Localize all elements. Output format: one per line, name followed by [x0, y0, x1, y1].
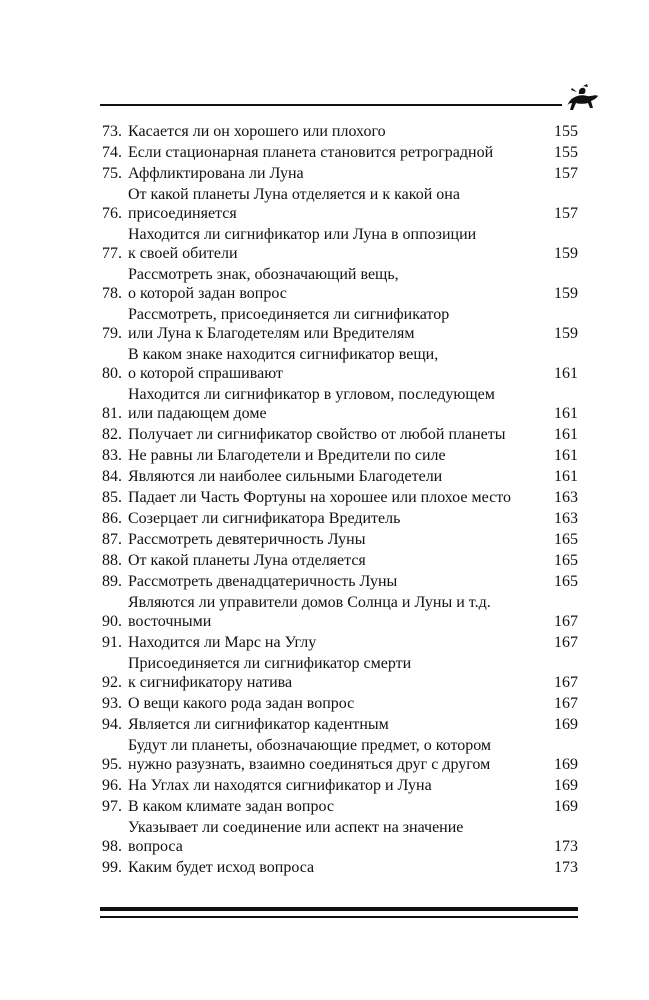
toc-entry-number: 95. [102, 756, 122, 773]
footer-rule-thin [100, 916, 578, 918]
toc-entry-number: 94. [102, 716, 122, 733]
toc-entry [102, 185, 578, 223]
toc-entry-title [128, 122, 544, 141]
toc-entry-number: 91. [102, 634, 122, 651]
rider-emblem-icon [563, 82, 603, 118]
toc-entry-page: 169 [554, 777, 578, 794]
toc-entry-title [128, 818, 544, 856]
toc-entry-number: 83. [102, 447, 122, 464]
toc-entry-page: 173 [554, 838, 578, 855]
toc-entry-page: 167 [554, 613, 578, 630]
toc-entry [102, 488, 578, 507]
toc-entry-line: Находится ли сигнификатор или Луна в оппозиции [128, 226, 477, 243]
toc-entry-title [128, 488, 544, 507]
toc-entry-page: 161 [554, 365, 578, 382]
toc-entry-title [128, 385, 544, 423]
toc-entry-page: 159 [554, 245, 578, 262]
toc-entry-page: 155 [554, 144, 578, 161]
toc-entry-number: 77. [102, 245, 122, 262]
toc-entry-page: 155 [554, 123, 578, 140]
toc-entry-line: Является ли сигнификатор кадентным [128, 716, 389, 733]
toc-entry-line: Находится ли Марс на Углу [128, 634, 317, 651]
toc-entry-page: 173 [554, 859, 578, 876]
toc-entry [102, 467, 578, 486]
toc-entry-number: 97. [102, 798, 122, 815]
toc-entry-number: 81. [102, 405, 122, 422]
toc-entry-number: 99. [102, 859, 122, 876]
toc-entry-line: к своей обители [128, 245, 238, 262]
toc-entry-title [128, 509, 544, 528]
toc-entry-number: 84. [102, 468, 122, 485]
toc-entry-title [128, 446, 544, 465]
toc-entry [102, 551, 578, 570]
toc-entry [102, 446, 578, 465]
toc-entry [102, 143, 578, 162]
toc-entry-line: Рассмотреть девятеричность Луны [128, 531, 366, 548]
toc-entry-line: На Углах ли находятся сигнификатор и Луна [128, 777, 432, 794]
toc-entry-line: Рассмотреть знак, обозначающий вещь, [128, 266, 399, 283]
toc-entry-page: 163 [554, 510, 578, 527]
toc-entry-title [128, 345, 544, 383]
toc-entry-page: 161 [554, 447, 578, 464]
toc-entry-number: 82. [102, 426, 122, 443]
toc-entry-line: Являются ли управители домов Солнца и Луны и т.д. [128, 594, 491, 611]
table-of-contents [102, 122, 578, 879]
toc-entry [102, 305, 578, 343]
toc-entry-title [128, 530, 544, 549]
toc-entry-page: 167 [554, 634, 578, 651]
toc-entry [102, 633, 578, 652]
toc-entry-line: Аффликтирована ли Луна [128, 165, 304, 182]
toc-entry [102, 164, 578, 183]
toc-entry-page: 165 [554, 531, 578, 548]
toc-entry-line: о которой спрашивают [128, 365, 283, 382]
toc-entry [102, 736, 578, 774]
toc-entry-title [128, 164, 544, 183]
toc-entry [102, 694, 578, 713]
toc-entry-title [128, 143, 544, 162]
toc-entry-title [128, 694, 544, 713]
toc-entry-page: 167 [554, 674, 578, 691]
toc-entry-line: восточными [128, 613, 212, 630]
toc-entry [102, 572, 578, 591]
toc-entry-title [128, 572, 544, 591]
toc-entry-line: Рассмотреть, присоединяется ли сигнификатор [128, 306, 450, 323]
footer-rule-thick [100, 907, 578, 911]
toc-entry-title [128, 551, 544, 570]
toc-entry-line: От какой планеты Луна отделяется и к какой она [128, 186, 460, 203]
toc-entry-number: 88. [102, 552, 122, 569]
toc-entry-title [128, 305, 544, 343]
toc-entry-line: Получает ли сигнификатор свойство от любой планеты [128, 426, 506, 443]
toc-entry-line: Являются ли наиболее сильными Благодетели [128, 468, 443, 485]
toc-entry-page: 165 [554, 573, 578, 590]
toc-entry-title [128, 185, 544, 223]
toc-entry-title [128, 858, 544, 877]
toc-entry-title [128, 265, 544, 303]
header-rule [100, 104, 562, 106]
toc-entry-line: Каким будет исход вопроса [128, 859, 315, 876]
toc-entry-number: 90. [102, 613, 122, 630]
toc-entry-number: 92. [102, 674, 122, 691]
toc-entry-number: 78. [102, 285, 122, 302]
toc-entry-number: 75. [102, 165, 122, 182]
toc-entry-line: В каком климате задан вопрос [128, 798, 334, 815]
toc-entry-line: нужно разузнать, взаимно соединяться друг с другом [128, 756, 491, 773]
toc-entry [102, 858, 578, 877]
toc-entry-page: 165 [554, 552, 578, 569]
toc-entry-line: От какой планеты Луна отделяется [128, 552, 366, 569]
toc-entry-number: 76. [102, 205, 122, 222]
toc-entry [102, 509, 578, 528]
toc-entry-line: Падает ли Часть Фортуны на хорошее или плохое место [128, 489, 511, 506]
toc-entry [102, 265, 578, 303]
toc-entry-line: Рассмотреть двенадцатеричность Луны [128, 573, 398, 590]
toc-entry-line: Не равны ли Благодетели и Вредители по силе [128, 447, 446, 464]
toc-entry-title [128, 467, 544, 486]
toc-entry-line: к сигнификатору натива [128, 674, 293, 691]
toc-entry-title [128, 736, 544, 774]
toc-entry-title [128, 633, 544, 652]
toc-entry-line: Присоединяется ли сигнификатор смерти [128, 655, 412, 672]
toc-entry [102, 593, 578, 631]
toc-entry-page: 169 [554, 798, 578, 815]
toc-entry-title [128, 715, 544, 734]
toc-entry-line: Находится ли сигнификатор в угловом, последующем [128, 386, 495, 403]
toc-entry-title [128, 425, 544, 444]
toc-entry-page: 169 [554, 756, 578, 773]
toc-entry-line: присоединяется [128, 205, 237, 222]
toc-entry-line: Касается ли он хорошего или плохого [128, 123, 386, 140]
toc-entry-page: 161 [554, 405, 578, 422]
toc-entry-line: В каком знаке находится сигнификатор вещи, [128, 346, 439, 363]
toc-entry [102, 797, 578, 816]
toc-entry-number: 93. [102, 695, 122, 712]
toc-entry-number: 87. [102, 531, 122, 548]
toc-entry-line: или Луна к Благодетелям или Вредителям [128, 325, 415, 342]
toc-entry-page: 167 [554, 695, 578, 712]
toc-entry [102, 776, 578, 795]
toc-entry [102, 345, 578, 383]
toc-entry-page: 157 [554, 165, 578, 182]
toc-entry [102, 225, 578, 263]
toc-entry-line: Созерцает ли сигнификатора Вредитель [128, 510, 401, 527]
toc-entry-title [128, 797, 544, 816]
toc-entry-title [128, 776, 544, 795]
toc-entry-title [128, 654, 544, 692]
toc-entry-number: 79. [102, 325, 122, 342]
toc-entry-number: 98. [102, 838, 122, 855]
toc-entry-number: 96. [102, 777, 122, 794]
toc-entry [102, 654, 578, 692]
toc-entry-line: или падающем доме [128, 405, 267, 422]
toc-entry-number: 89. [102, 573, 122, 590]
toc-entry [102, 715, 578, 734]
toc-entry-line: вопроса [128, 838, 183, 855]
toc-entry-number: 86. [102, 510, 122, 527]
toc-entry-number: 85. [102, 489, 122, 506]
toc-entry [102, 122, 578, 141]
toc-entry [102, 385, 578, 423]
toc-entry-page: 163 [554, 489, 578, 506]
toc-entry-line: Будут ли планеты, обозначающие предмет, о котором [128, 737, 492, 754]
toc-entry-line: о которой задан вопрос [128, 285, 287, 302]
toc-entry-number: 73. [102, 123, 122, 140]
toc-entry-title [128, 225, 544, 263]
toc-entry-page: 161 [554, 468, 578, 485]
toc-entry [102, 530, 578, 549]
toc-entry-line: О вещи какого рода задан вопрос [128, 695, 355, 712]
toc-entry [102, 425, 578, 444]
toc-entry-number: 80. [102, 365, 122, 382]
toc-entry-page: 161 [554, 426, 578, 443]
toc-entry-line: Если стационарная планета становится ретроградной [128, 144, 494, 161]
toc-entry-line: Указывает ли соединение или аспект на значение [128, 819, 464, 836]
toc-entry-title [128, 593, 544, 631]
toc-entry [102, 818, 578, 856]
toc-entry-page: 157 [554, 205, 578, 222]
toc-entry-page: 169 [554, 716, 578, 733]
toc-entry-page: 159 [554, 325, 578, 342]
toc-entry-page: 159 [554, 285, 578, 302]
toc-entry-number: 74. [102, 144, 122, 161]
